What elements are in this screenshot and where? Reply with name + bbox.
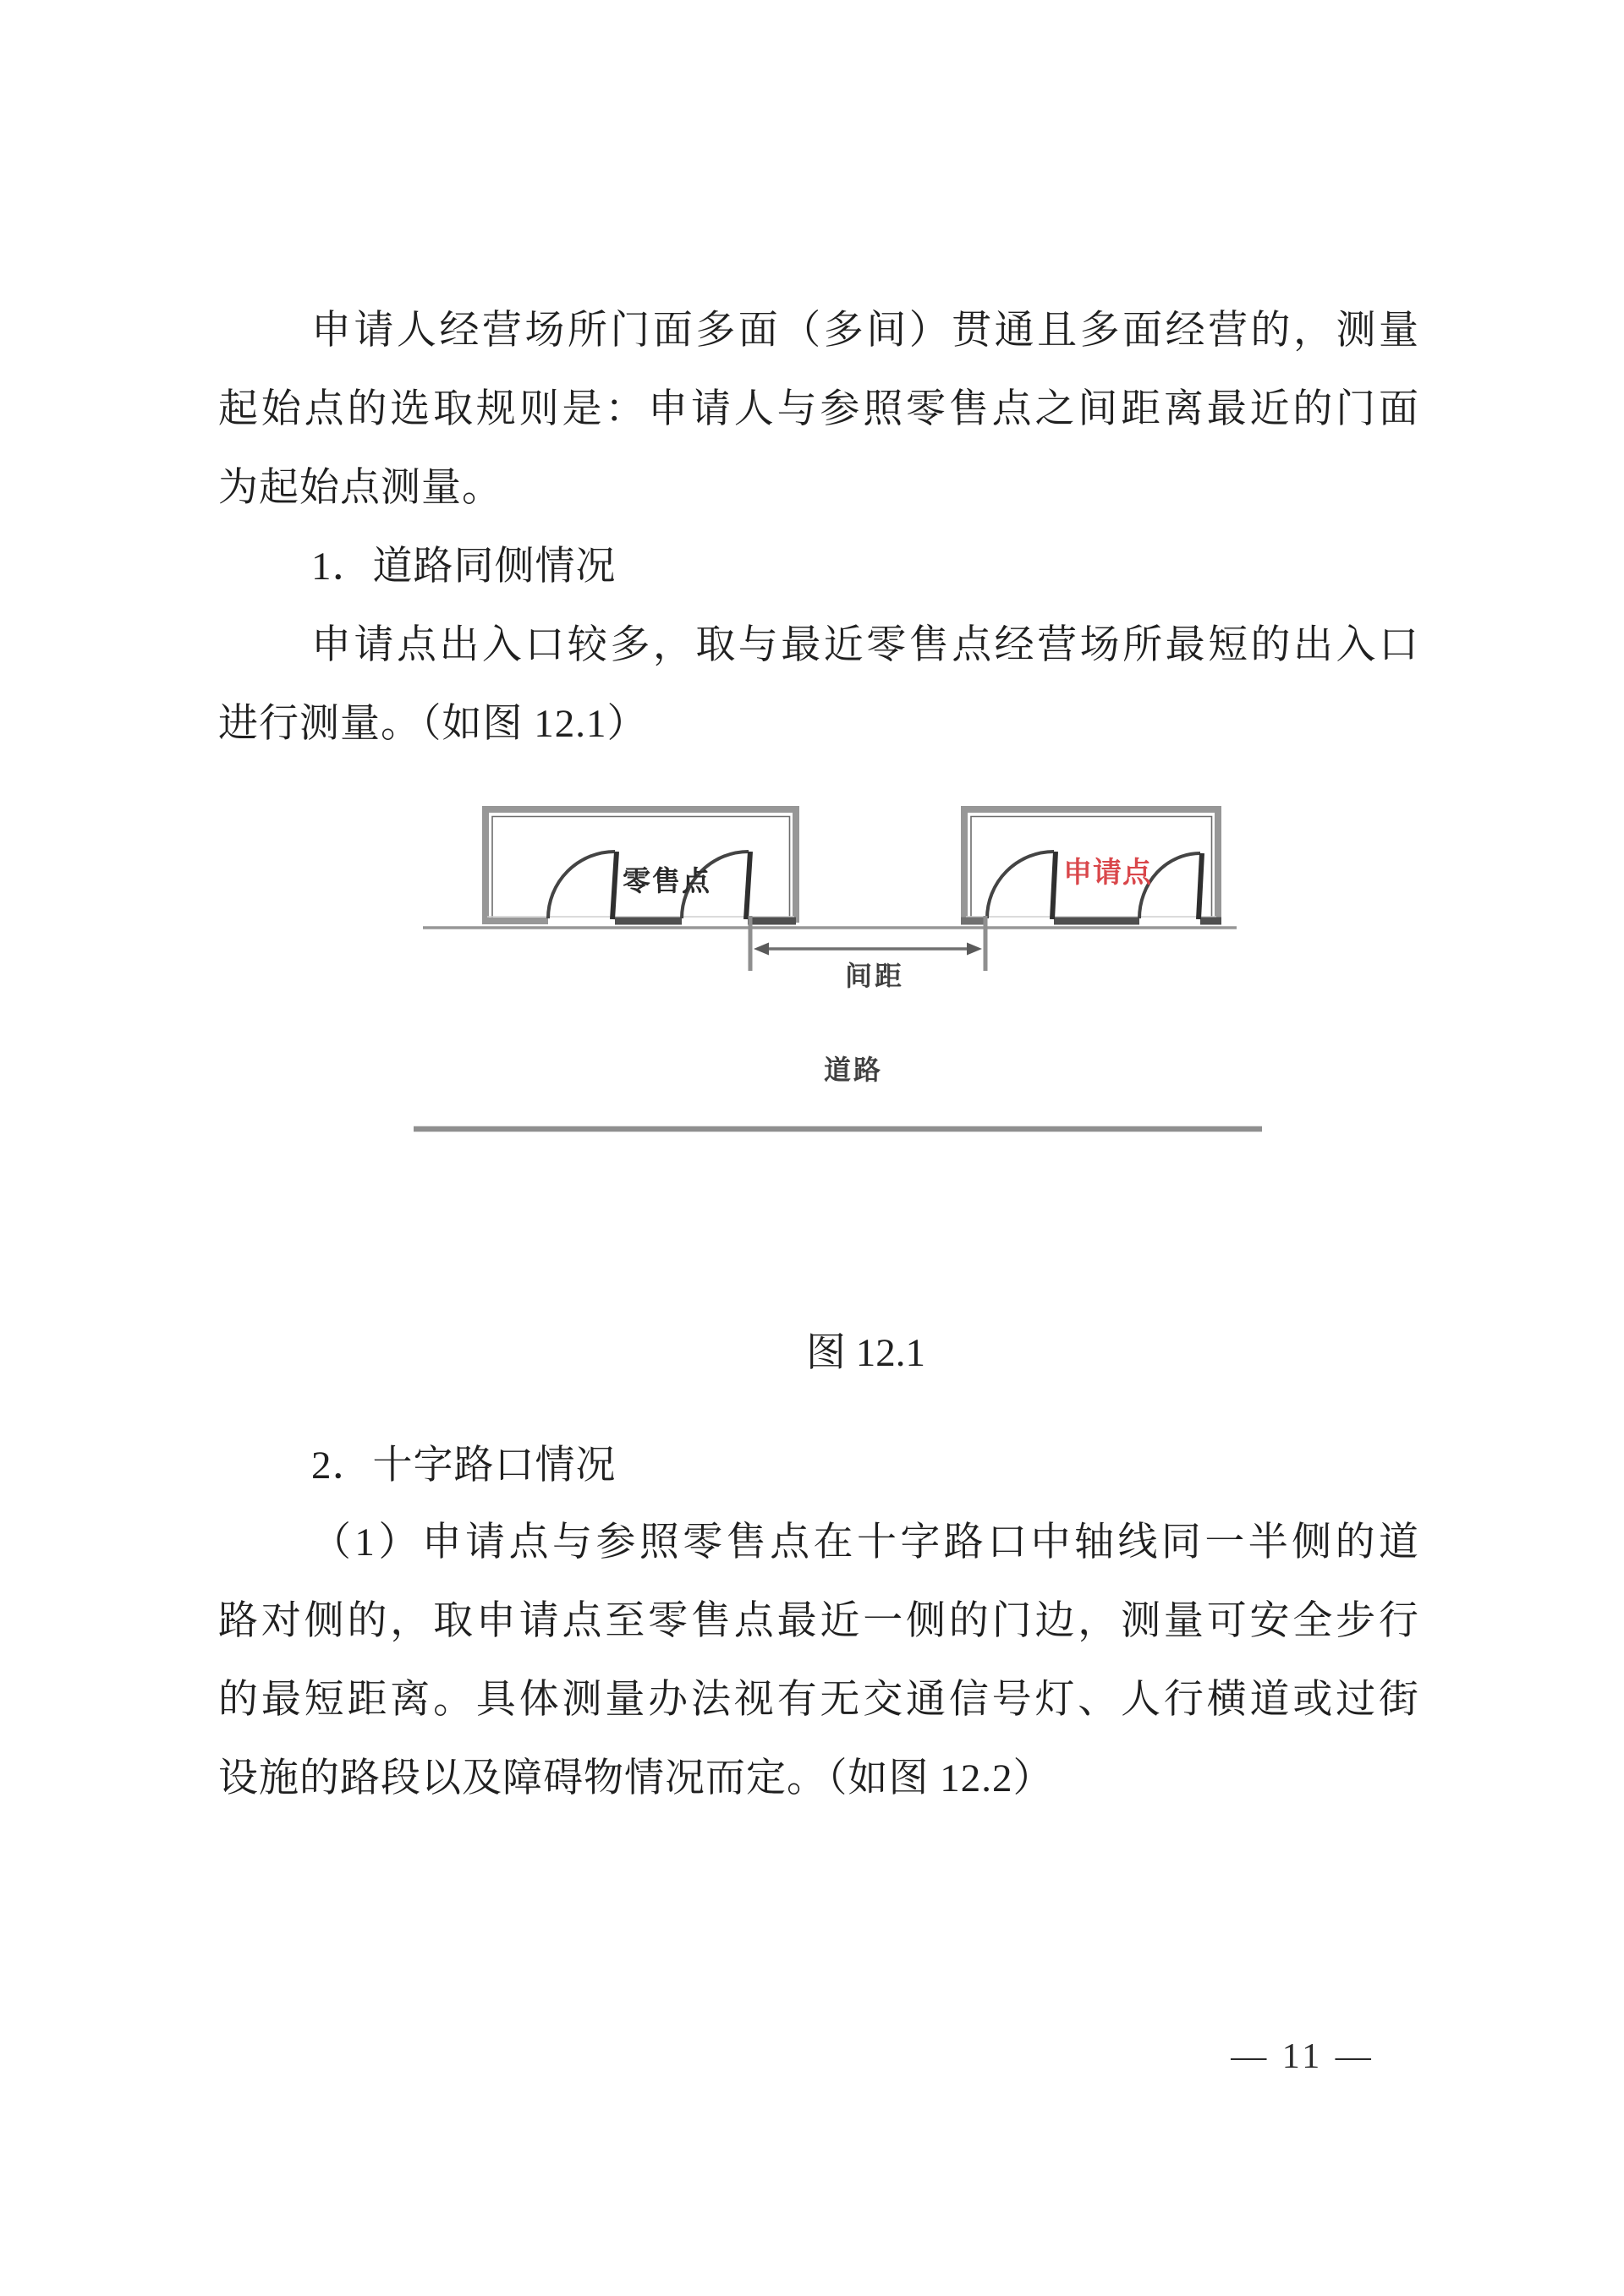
retail-door2-leaf (746, 852, 750, 919)
applicant-door1-leaf (1052, 852, 1056, 919)
retail-building (482, 809, 796, 923)
applicant-building (961, 809, 1221, 923)
retail-door1-leaf (612, 852, 617, 919)
applicant-point-label: 申请点 (1063, 857, 1152, 889)
arrowhead-left-icon (754, 943, 769, 956)
figure-12-1 (389, 786, 1303, 1150)
page-number: — 11 — (1231, 2037, 1374, 2076)
section1-line2: 进行测量。（如图 12.1） (218, 702, 648, 746)
para1-line3: 为起始点测量。 (218, 466, 502, 510)
applicant-door2-leaf (1199, 853, 1202, 919)
section2-line3: 的最短距离。具体测量办法视有无交通信号灯、人行横道或过街 (218, 1678, 1418, 1722)
section2-line1: （1）申请点与参照零售点在十字路口中轴线同一半侧的道 (311, 1521, 1418, 1564)
retail-door1-swing-arc (548, 852, 615, 918)
section2-line4: 设施的路段以及障碍物情况而定。（如图 12.2） (218, 1756, 1054, 1800)
para1-line1: 申请人经营场所门面多面（多间）贯通且多面经营的，测量 (311, 309, 1418, 353)
section2-line2: 路对侧的，取申请点至零售点最近一侧的门边，测量可安全步行 (218, 1599, 1418, 1643)
arrowhead-right-icon (967, 943, 982, 956)
section2-heading: 2．十字路口情况 (311, 1444, 617, 1488)
section1-line1: 申请点出入口较多，取与最近零售点经营场所最短的出入口 (311, 623, 1418, 667)
road-label: 道路 (824, 1055, 884, 1085)
figure-12-1-caption: 图 12.1 (806, 1331, 925, 1375)
retail-point-label: 零售点 (623, 865, 711, 896)
figure-12-1-drawing (389, 786, 1303, 1150)
para1-line2: 起始点的选取规则是：申请人与参照零售点之间距离最近的门面 (218, 387, 1418, 431)
section1-heading: 1．道路同侧情况 (311, 545, 617, 589)
applicant-door1-swing-arc (987, 852, 1054, 918)
gap-label: 间距 (845, 961, 905, 991)
